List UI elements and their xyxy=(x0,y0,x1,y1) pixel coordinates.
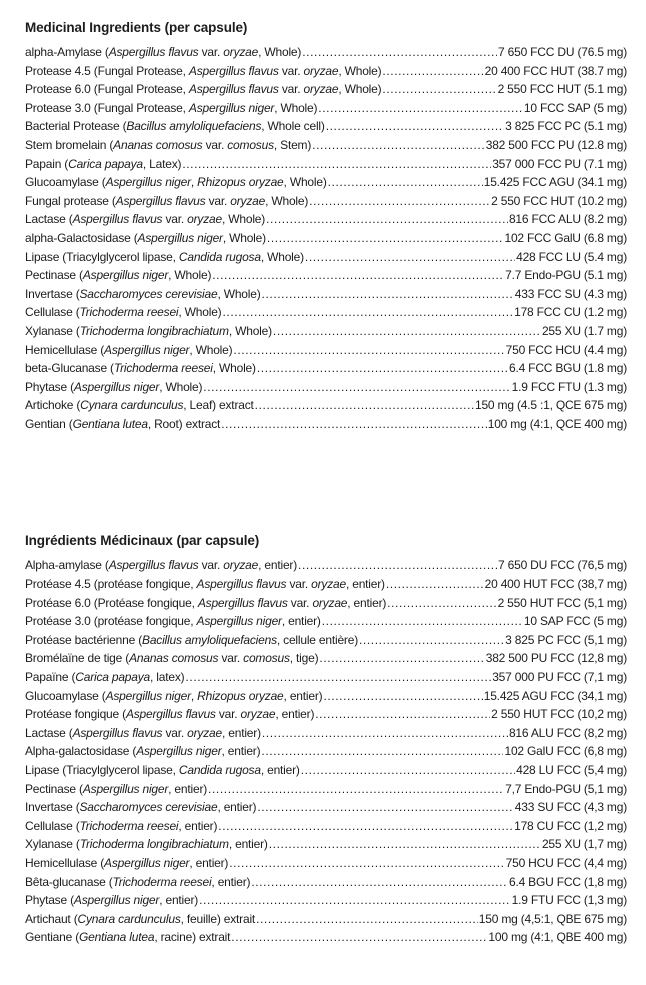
ingredient-name: beta-Glucanase (Trichoderma reesei, Whole) xyxy=(25,361,256,376)
ingredient-name: Glucoamylase (Aspergillus niger, Rhizopus oryzae, Whole) xyxy=(25,175,327,190)
ingredient-amount: 382 500 PU FCC (12,8 mg) xyxy=(485,651,627,666)
ingredient-row xyxy=(25,62,627,81)
ingredient-name: Lipase (Triacylglycerol lipase, Candida rugosa, Whole) xyxy=(25,249,304,264)
dot-leader xyxy=(221,415,487,434)
ingredient-row xyxy=(25,173,627,192)
ingredient-row xyxy=(25,854,627,873)
ingredient-amount: 178 FCC CU (1.2 mg) xyxy=(514,305,627,320)
dot-leader xyxy=(203,378,510,397)
ingredient-row xyxy=(25,649,627,668)
ingredient-amount: 100 mg (4:1, QBE 400 mg) xyxy=(488,930,627,945)
dot-leader xyxy=(256,910,478,929)
ingredient-name: Protéase 3.0 (protéase fongique, Aspergillus niger, entier) xyxy=(25,614,321,629)
ingredient-name: Pectinase (Aspergillus niger, Whole) xyxy=(25,268,212,283)
dot-leader xyxy=(257,359,508,378)
ingredient-name: Protéase bactérienne (Bacillus amyloliquefaciens, cellule entière) xyxy=(25,632,358,647)
ingredient-amount: 10 FCC SAP (5 mg) xyxy=(523,100,627,115)
dot-leader xyxy=(386,575,484,594)
ingredient-row xyxy=(25,612,627,631)
ingredient-row xyxy=(25,359,627,378)
dot-leader xyxy=(301,761,515,780)
ingredient-name: Protéase 6.0 (Protéase fongique, Aspergillus flavus var. oryzae, entier) xyxy=(25,595,387,610)
ingredient-name: Protease 6.0 (Fungal Protease, Aspergillus flavus var. oryzae, Whole) xyxy=(25,82,382,97)
ingredient-amount: 15.425 AGU FCC (34,1 mg) xyxy=(483,688,627,703)
dot-leader xyxy=(262,724,508,743)
ingredient-amount: 2 550 FCC HUT (10.2 mg) xyxy=(491,193,627,208)
section-title-en: Medicinal Ingredients (per capsule) xyxy=(25,20,248,35)
ingredient-name: Bromélaïne de tige (Ananas comosus var. comosus, tige) xyxy=(25,651,319,666)
ingredient-amount: 428 FCC LU (5.4 mg) xyxy=(516,249,627,264)
ingredient-row xyxy=(25,192,627,211)
dot-leader xyxy=(302,43,497,62)
ingredient-row xyxy=(25,910,627,929)
ingredient-name: alpha-Amylase (Aspergillus flavus var. oryzae, Whole) xyxy=(25,45,302,59)
dot-leader xyxy=(382,62,483,81)
ingredient-amount: 7 650 DU FCC (76,5 mg) xyxy=(498,558,627,573)
ingredient-name: Cellulase (Trichoderma reesei, Whole) xyxy=(25,305,222,320)
dot-leader xyxy=(328,173,483,192)
dot-leader xyxy=(266,210,508,229)
ingredient-name: Invertase (Saccharomyces cerevisiae, entier) xyxy=(25,800,257,815)
dot-leader xyxy=(269,835,541,854)
ingredient-amount: 150 mg (4,5:1, QBE 675 mg) xyxy=(478,911,627,926)
ingredient-name: Alpha-amylase (Aspergillus flavus var. oryzae, entier) xyxy=(25,558,298,573)
ingredient-row xyxy=(25,556,627,575)
ingredient-name: Artichaut (Cynara cardunculus, feuille) extrait xyxy=(25,911,256,926)
ingredient-row xyxy=(25,266,627,285)
section-ingredients-medicinaux-fr xyxy=(25,533,627,946)
ingredient-row xyxy=(25,724,627,743)
dot-leader xyxy=(222,303,513,322)
ingredient-amount: 816 ALU FCC (8,2 mg) xyxy=(508,725,627,740)
ingredient-name: Protease 3.0 (Fungal Protease, Aspergillus niger, Whole) xyxy=(25,100,318,115)
ingredient-name: Phytase (Aspergillus niger, entier) xyxy=(25,893,199,908)
dot-leader xyxy=(382,80,496,99)
ingredient-row xyxy=(25,43,627,62)
ingredient-name: Bacterial Protease (Bacillus amyloliquefaciens, Whole cell) xyxy=(25,119,325,134)
ingredient-name: Lactase (Aspergillus flavus var. oryzae, entier) xyxy=(25,725,261,740)
ingredient-row xyxy=(25,594,627,613)
dot-leader xyxy=(229,854,504,873)
dot-leader xyxy=(261,742,503,761)
ingredient-amount: 100 mg (4:1, QCE 400 mg) xyxy=(487,416,627,431)
dot-leader xyxy=(231,928,487,947)
ingredient-amount: 2 550 FCC HUT (5.1 mg) xyxy=(497,82,627,97)
ingredient-row xyxy=(25,761,627,780)
ingredient-amount: 428 LU FCC (5,4 mg) xyxy=(516,763,627,777)
ingredient-row xyxy=(25,415,627,434)
ingredient-row xyxy=(25,136,627,155)
ingredient-list-fr xyxy=(25,556,627,946)
ingredient-name: Lipase (Triacylglycerol lipase, Candida rugosa, entier) xyxy=(25,763,300,777)
dot-leader xyxy=(387,594,496,613)
ingredient-amount: 2 550 HUT FCC (10,2 mg) xyxy=(491,707,627,722)
ingredient-row xyxy=(25,687,627,706)
ingredient-row xyxy=(25,99,627,118)
ingredient-name: Glucoamylase (Aspergillus niger, Rhizopus oryzae, entier) xyxy=(25,688,323,703)
section-title-fr: Ingrédients Médicinaux (par capsule) xyxy=(25,533,260,549)
ingredient-amount: 102 GalU FCC (6,8 mg) xyxy=(504,744,627,759)
ingredient-row xyxy=(25,396,627,415)
dot-leader xyxy=(298,556,497,575)
ingredient-row xyxy=(25,285,627,304)
dot-leader xyxy=(322,612,523,631)
ingredient-amount: 433 FCC SU (4.3 mg) xyxy=(514,286,627,301)
ingredient-amount: 255 XU (1,7 mg) xyxy=(541,837,627,852)
ingredient-row xyxy=(25,668,627,687)
dot-leader xyxy=(305,248,515,267)
ingredient-amount: 750 HCU FCC (4,4 mg) xyxy=(505,855,627,870)
ingredient-amount: 20 400 FCC HUT (38.7 mg) xyxy=(484,63,627,78)
ingredient-row xyxy=(25,303,627,322)
ingredient-amount: 10 SAP FCC (5 mg) xyxy=(523,614,627,629)
ingredient-row xyxy=(25,322,627,341)
ingredient-amount: 3 825 FCC PC (5.1 mg) xyxy=(505,119,627,134)
dot-leader xyxy=(359,631,504,650)
ingredient-name: Pectinase (Aspergillus niger, entier) xyxy=(25,781,208,796)
ingredient-name: Invertase (Saccharomyces cerevisiae, Whole) xyxy=(25,286,261,301)
ingredient-row xyxy=(25,229,627,248)
ingredient-name: Bêta-glucanase (Trichoderma reesei, entier) xyxy=(25,874,251,889)
dot-leader xyxy=(257,798,513,817)
dot-leader xyxy=(309,192,490,211)
ingredient-name: Gentiane (Gentiana lutea, racine) extrait xyxy=(25,930,231,945)
ingredient-amount: 7 650 FCC DU (76.5 mg) xyxy=(498,45,627,59)
ingredient-row xyxy=(25,835,627,854)
ingredient-amount: 1.9 FTU FCC (1,3 mg) xyxy=(511,893,627,908)
dot-leader xyxy=(326,117,504,136)
ingredient-name: Papain (Carica papaya, Latex) xyxy=(25,156,182,171)
ingredient-row xyxy=(25,928,627,947)
ingredient-name: Xylanase (Trichoderma longibrachiatum, Whole) xyxy=(25,323,272,338)
ingredient-row xyxy=(25,873,627,892)
ingredient-amount: 357 000 PU FCC (7,1 mg) xyxy=(492,670,627,685)
ingredient-row xyxy=(25,742,627,761)
ingredient-amount: 750 FCC HCU (4.4 mg) xyxy=(505,342,627,357)
ingredient-row xyxy=(25,575,627,594)
ingredient-amount: 382 500 FCC PU (12.8 mg) xyxy=(485,137,627,152)
dot-leader xyxy=(233,341,504,360)
ingredient-amount: 20 400 HUT FCC (38,7 mg) xyxy=(484,577,627,592)
dot-leader xyxy=(185,668,491,687)
ingredient-name: Xylanase (Trichoderma longibrachiatum, entier) xyxy=(25,837,268,852)
ingredient-amount: 7.7 Endo-PGU (5.1 mg) xyxy=(505,268,627,283)
ingredient-name: Phytase (Aspergillus niger, Whole) xyxy=(25,379,203,394)
ingredient-name: Cellulase (Trichoderma reesei, entier) xyxy=(25,818,218,833)
dot-leader xyxy=(315,705,490,724)
dot-leader xyxy=(319,649,484,668)
ingredient-name: Protéase fongique (Aspergillus flavus var. oryzae, entier) xyxy=(25,707,315,722)
dot-leader xyxy=(199,891,511,910)
dot-leader xyxy=(255,396,474,415)
ingredient-name: Gentian (Gentiana lutea, Root) extract xyxy=(25,416,221,431)
dot-leader xyxy=(312,136,485,155)
ingredient-amount: 2 550 HUT FCC (5,1 mg) xyxy=(497,595,627,610)
ingredient-row xyxy=(25,80,627,99)
dot-leader xyxy=(208,780,504,799)
ingredient-amount: 255 XU (1.7 mg) xyxy=(541,323,627,338)
ingredient-name: Artichoke (Cynara cardunculus, Leaf) extract xyxy=(25,398,254,413)
dot-leader xyxy=(218,817,513,836)
ingredient-row xyxy=(25,210,627,229)
dot-leader xyxy=(251,873,508,892)
ingredient-name: Hemicellulase (Aspergillus niger, entier) xyxy=(25,855,229,870)
dot-leader xyxy=(273,322,541,341)
ingredient-row xyxy=(25,798,627,817)
ingredient-amount: 6.4 BGU FCC (1,8 mg) xyxy=(508,874,627,889)
ingredient-name: Stem bromelain (Ananas comosus var. comosus, Stem) xyxy=(25,137,312,152)
ingredient-amount: 357 000 FCC PU (7.1 mg) xyxy=(492,156,627,171)
ingredient-row xyxy=(25,155,627,174)
dot-leader xyxy=(318,99,523,118)
ingredient-amount: 816 FCC ALU (8.2 mg) xyxy=(508,212,627,227)
ingredient-name: Lactase (Aspergillus flavus var. oryzae, Whole) xyxy=(25,212,266,227)
ingredient-amount: 3 825 PC FCC (5,1 mg) xyxy=(505,632,627,647)
ingredient-name: Protéase 4.5 (protéase fongique, Aspergillus flavus var. oryzae, entier) xyxy=(25,577,385,592)
dot-leader xyxy=(262,285,514,304)
ingredient-row xyxy=(25,780,627,799)
ingredient-row xyxy=(25,817,627,836)
dot-leader xyxy=(267,229,504,248)
ingredient-row xyxy=(25,891,627,910)
ingredient-amount: 178 CU FCC (1,2 mg) xyxy=(514,818,627,833)
ingredient-amount: 150 mg (4.5 :1, QCE 675 mg) xyxy=(474,398,627,413)
ingredient-row xyxy=(25,341,627,360)
ingredient-amount: 7,7 Endo-PGU (5,1 mg) xyxy=(505,781,627,796)
ingredient-name: Fungal protease (Aspergillus flavus var. oryzae, Whole) xyxy=(25,193,309,208)
ingredient-amount: 6.4 FCC BGU (1.8 mg) xyxy=(508,361,627,376)
ingredient-list-en xyxy=(25,43,627,433)
section-medicinal-ingredients-en xyxy=(25,20,627,433)
ingredient-row xyxy=(25,117,627,136)
ingredient-name: Papaïne (Carica papaya, latex) xyxy=(25,670,185,685)
dot-leader xyxy=(323,687,482,706)
ingredient-amount: 102 FCC GalU (6.8 mg) xyxy=(504,230,627,245)
ingredient-row xyxy=(25,705,627,724)
ingredient-amount: 15.425 FCC AGU (34.1 mg) xyxy=(483,175,627,190)
ingredient-name: alpha-Galactosidase (Aspergillus niger, Whole) xyxy=(25,230,266,245)
ingredient-amount: 433 SU FCC (4,3 mg) xyxy=(514,800,627,815)
dot-leader xyxy=(182,155,491,174)
ingredient-row xyxy=(25,248,627,267)
ingredient-row xyxy=(25,378,627,397)
ingredient-row xyxy=(25,631,627,650)
ingredient-name: Hemicellulase (Aspergillus niger, Whole) xyxy=(25,342,233,357)
ingredient-name: Alpha-galactosidase (Aspergillus niger, entier) xyxy=(25,744,261,759)
dot-leader xyxy=(212,266,504,285)
ingredient-name: Protease 4.5 (Fungal Protease, Aspergillus flavus var. oryzae, Whole) xyxy=(25,63,382,78)
ingredient-amount: 1.9 FCC FTU (1.3 mg) xyxy=(511,379,627,394)
